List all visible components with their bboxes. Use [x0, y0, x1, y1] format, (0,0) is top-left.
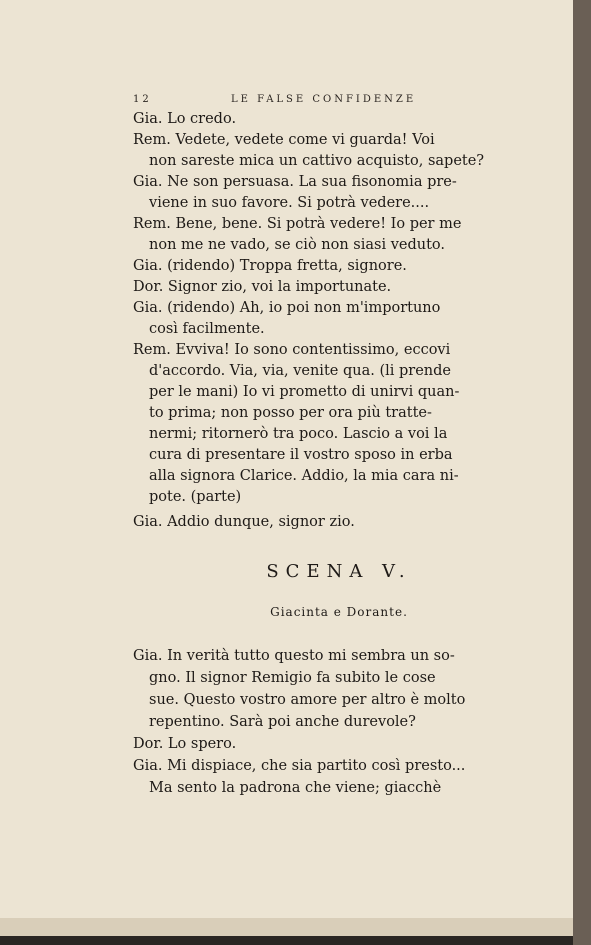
- text-line: Rem. Evviva! Io sono contentissimo, eccovi: [133, 342, 451, 358]
- text-line: Rem. Bene, bene. Si potrà vedere! Io per me: [133, 216, 462, 232]
- text-line: Gia. Addio dunque, signor zio.: [133, 514, 355, 530]
- text-line: sue. Questo vostro amore per altro è molto: [149, 692, 466, 708]
- text-line: per le mani) Io vi prometto di unirvi quan-: [149, 384, 460, 400]
- text-line: Gia. (ridendo) Ah, io poi non m'importuno: [133, 300, 441, 316]
- text-line: pote. (parte): [149, 489, 242, 505]
- text-line: to prima; non posso per ora più tratte-: [149, 405, 432, 421]
- scene-title: SCENA V.: [266, 561, 412, 582]
- text-line: Gia. Lo credo.: [133, 111, 237, 127]
- text-line: nermi; ritornerò tra poco. Lascio a voi la: [149, 426, 448, 442]
- text-line: non sareste mica un cattivo acquisto, sapete?: [149, 153, 485, 169]
- page-edge: [573, 0, 591, 945]
- text-line: Dor. Lo spero.: [133, 736, 237, 752]
- running-title: LE FALSE CONFIDENZE: [231, 94, 417, 105]
- text-line: Gia. (ridendo) Troppa fretta, signore.: [133, 258, 407, 274]
- text-line: Dor. Signor zio, voi la importunate.: [133, 279, 392, 295]
- text-line: non me ne vado, se ciò non siasi veduto.: [149, 237, 446, 253]
- text-line: d'accordo. Via, via, venite qua. (li prende: [149, 363, 451, 379]
- text-line: Ma sento la padrona che viene; giacchè: [149, 780, 442, 796]
- scene-characters: Giacinta e Dorante.: [270, 605, 408, 619]
- running-header: [133, 94, 433, 108]
- text-line: viene in suo favore. Si potrà vedere....: [149, 195, 430, 211]
- text-line: gno. Il signor Remigio fa subito le cose: [149, 670, 436, 686]
- text-line: cura di presentare il vostro sposo in erba: [149, 447, 453, 463]
- text-line: repentino. Sarà poi anche durevole?: [149, 714, 416, 730]
- text-line: Gia. In verità tutto questo mi sembra un so-: [133, 648, 455, 664]
- text-line: Gia. Mi dispiace, che sia partito così presto...: [133, 758, 466, 774]
- text-line: così facilmente.: [149, 321, 265, 337]
- text-line: Gia. Ne son persuasa. La sua fisonomia pre-: [133, 174, 457, 190]
- text-line: alla signora Clarice. Addio, la mia cara ni-: [149, 468, 459, 484]
- page-number: 12: [133, 94, 152, 105]
- text-line: Rem. Vedete, vedete come vi guarda! Voi: [133, 132, 435, 148]
